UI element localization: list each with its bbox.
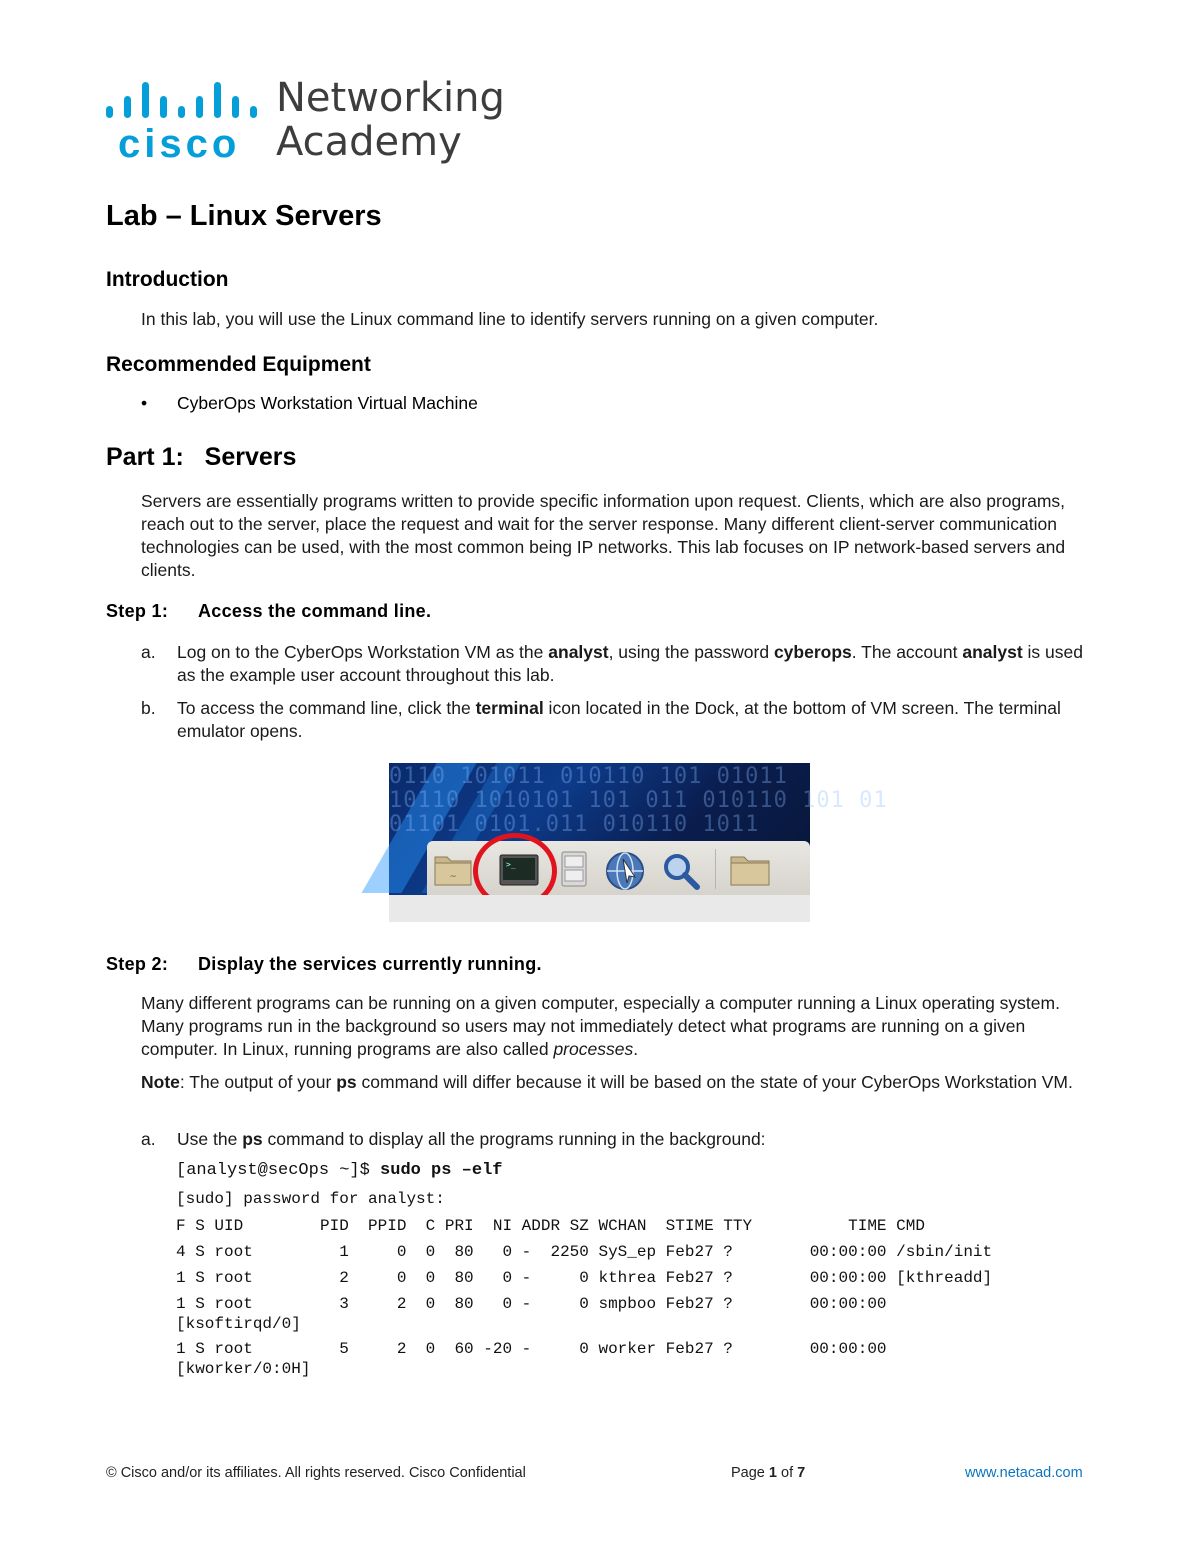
italic-run: processes	[553, 1039, 634, 1059]
step2-number: Step 2:	[106, 954, 169, 974]
text-run: . The account	[851, 642, 963, 662]
code-line: 1 S root 2 0 0 80 0 - 0 kthrea Feb27 ? 00:00:00 [kthreadd]	[176, 1269, 993, 1287]
list-marker: a.	[141, 642, 156, 662]
step2-heading	[106, 954, 542, 975]
bold-run: terminal	[475, 698, 544, 718]
bold-run: analyst	[548, 642, 609, 662]
step1-item-b-text	[177, 697, 1096, 743]
step2-title: Display the services currently running.	[198, 954, 542, 974]
text-run: Many different programs can be running on a given computer, especially a computer running a Linux operating system. Many programs run in the background so users may not immediately detect what programs are running on a given computer. In Linux, running programs are also called	[141, 993, 1060, 1059]
bold-run: ps	[242, 1129, 263, 1149]
bold-run: analyst	[962, 642, 1023, 662]
text-run: To access the command line, click the	[177, 698, 476, 718]
folder-icon[interactable]	[729, 851, 771, 887]
part1-title: Servers	[204, 443, 297, 471]
file-cabinet-icon[interactable]	[561, 851, 587, 887]
text-run: command to display all the programs running in the background:	[262, 1129, 766, 1149]
introduction-heading: Introduction	[106, 268, 229, 291]
text-run: of	[776, 1465, 798, 1481]
step2-note	[141, 1071, 1096, 1094]
text-run: is used as the example user account throughout this lab.	[177, 642, 1083, 685]
code-line: [kworker/0:0H]	[176, 1360, 311, 1378]
code-line: [sudo] password for analyst:	[176, 1190, 445, 1208]
bold-run: Note	[141, 1072, 180, 1092]
code-line: 4 S root 1 0 0 80 0 - 2250 SyS_ep Feb27 ? 00:00:00 /sbin/init	[176, 1243, 993, 1261]
text-run: Use the	[177, 1129, 243, 1149]
equipment-item-text: CyberOps Workstation Virtual Machine	[177, 393, 478, 413]
binary-row: 0110 101011 010110 101 01011	[389, 764, 788, 789]
svg-text:~: ~	[449, 872, 457, 882]
step1-title: Access the command line.	[198, 601, 432, 621]
binary-row: 10110 1010101 101 011 010110 101 01	[389, 788, 888, 813]
bold-run: 1	[768, 1465, 777, 1481]
part1-heading	[106, 443, 296, 472]
cisco-bars-icon	[106, 82, 256, 118]
shell-prompt: [analyst@secOps ~]$	[176, 1161, 381, 1180]
netacad-link[interactable]: www.netacad.com	[965, 1465, 1083, 1481]
page-title: Lab – Linux Servers	[106, 200, 382, 232]
svg-text:>_: >_	[506, 860, 516, 869]
bold-run: cyberops	[773, 642, 852, 662]
step1-item-a-text	[177, 641, 1096, 687]
dock-separator	[715, 849, 716, 889]
step1-heading	[106, 601, 431, 622]
code-line: 1 S root 5 2 0 60 -20 - 0 worker Feb27 ? 00:00:00	[176, 1340, 887, 1358]
text-run: : The output of your	[179, 1072, 337, 1092]
step2-body	[141, 992, 1096, 1061]
search-icon[interactable]	[661, 851, 701, 891]
shell-command: sudo ps –elf	[380, 1161, 503, 1180]
home-folder-icon[interactable]	[433, 851, 473, 887]
footer-link-wrap	[965, 1465, 1083, 1481]
text-run: Page	[731, 1465, 769, 1481]
binary-row: 01101 0101.011 010110 1011	[389, 812, 760, 837]
introduction-text: In this lab, you will use the Linux command line to identify servers running on a given computer.	[141, 309, 879, 329]
web-browser-icon[interactable]	[605, 851, 645, 891]
list-marker: b.	[141, 698, 156, 718]
part1-number: Part 1:	[106, 443, 184, 471]
footer-page-number	[731, 1465, 805, 1481]
text-run: Log on to the CyberOps Workstation VM as the	[177, 642, 549, 662]
equipment-heading: Recommended Equipment	[106, 353, 371, 376]
bullet-icon: •	[141, 393, 148, 413]
code-line: 1 S root 3 2 0 80 0 - 0 smpboo Feb27 ? 00:00:00	[176, 1295, 887, 1313]
logo-line-1: Networking	[276, 75, 505, 121]
cisco-wordmark: cisco	[118, 122, 241, 166]
code-line: F S UID PID PPID C PRI NI ADDR SZ WCHAN STIME TTY TIME CMD	[176, 1217, 925, 1235]
code-line: [ksoftirqd/0]	[176, 1315, 301, 1333]
dock-screenshot	[389, 763, 888, 922]
networking-academy-text	[276, 76, 505, 164]
text-run: icon located in the Dock, at the bottom of VM screen. The terminal emulator opens.	[177, 698, 1061, 741]
list-marker: a.	[141, 1129, 156, 1149]
binary-wallpaper-text	[389, 764, 888, 837]
text-run: , using the password	[608, 642, 774, 662]
text-run: command will differ because it will be based on the state of your CyberOps Workstation VM.	[356, 1072, 1073, 1092]
footer-copyright: © Cisco and/or its affiliates. All rights reserved. Cisco Confidential	[106, 1465, 526, 1481]
part1-body: Servers are essentially programs written to provide specific information upon request. Clients, which are also programs, reach out to the server, place the request and wait for the server response. Many different client-server communication technologies can be used, with the most common being IP networks. This lab focuses on IP network-based servers and clients.	[141, 491, 1066, 580]
cisco-networking-academy-logo	[106, 76, 526, 172]
logo-line-2: Academy	[276, 119, 462, 165]
bold-run: ps	[336, 1072, 357, 1092]
dock-floor	[389, 895, 810, 922]
command-line	[176, 1161, 502, 1180]
terminal-output	[176, 1161, 993, 1378]
text-run: .	[633, 1039, 639, 1059]
step2-item-a-text	[177, 1128, 1096, 1151]
bold-run: 7	[797, 1465, 806, 1481]
step1-number: Step 1:	[106, 601, 169, 621]
